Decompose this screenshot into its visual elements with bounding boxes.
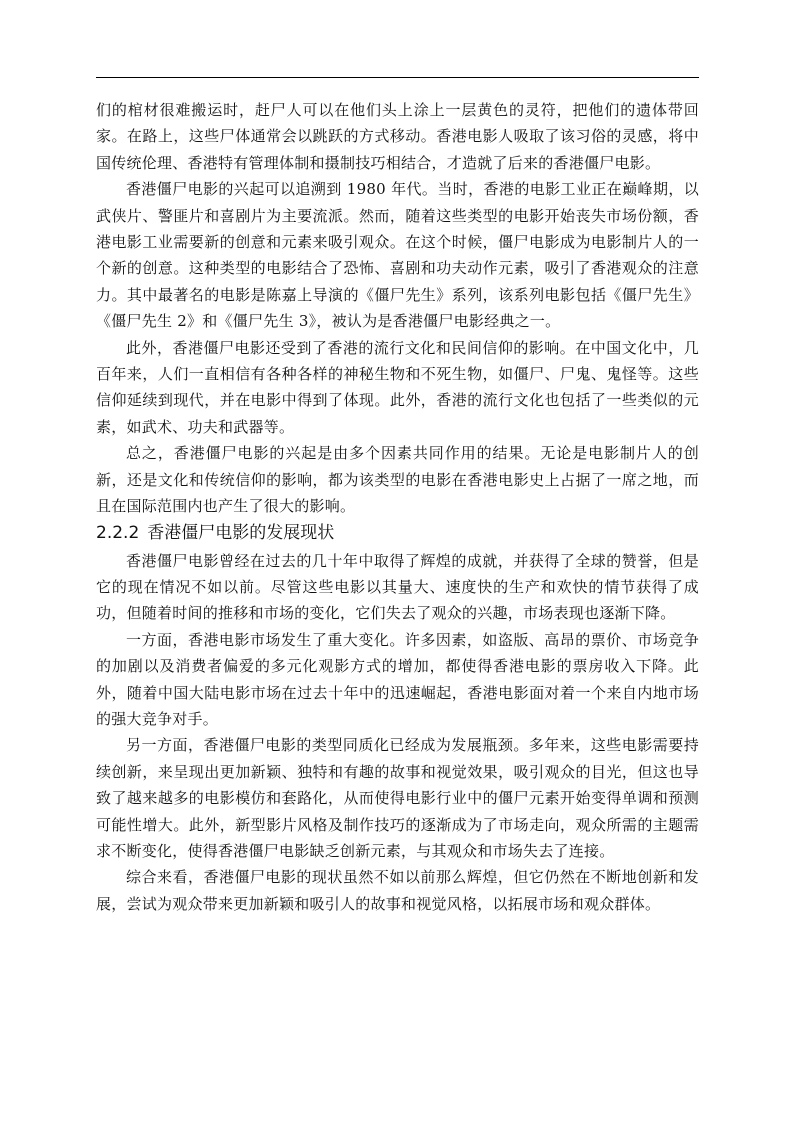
paragraph-conclusion: 综合来看，香港僵尸电影的现状虽然不如以前那么辉煌，但它仍然在不断地创新和发展，尝试为观众带来更加新颖和吸引人的故事和视觉风格，以拓展市场和观众群体。 <box>96 868 699 913</box>
paragraph-culture-influence: 此外，香港僵尸电影还受到了香港的流行文化和民间信仰的影响。在中国文化中，几百年来，人们一直相信有各种各样的神秘生物和不死生物，如僵尸、尸鬼、鬼怪等。这些信仰延续到现代，并在电影中得到了体现。此外，香港的流行文化也包括了一些类似的元素，如武术、功夫和武器等。 <box>96 338 699 436</box>
paragraph-rise-origin: 香港僵尸电影的兴起可以追溯到 1980 年代。当时，香港的电影工业正在巅峰期，以武侠片、警匪片和喜剧片为主要流派。然而，随着这些类型的电影开始丧失市场份额，香港电影工业需要新的创意和元素来吸引观众。在这个时候，僵尸电影成为电影制片人的一个新的创意。这种类型的电影结合了恐怖、喜剧和功夫动作元素，吸引了香港观众的注意力。其中最著名的电影是陈嘉上导演的《僵尸先生》系列，该系列电影包括《僵尸先生》《僵尸先生 2》和《僵尸先生 3》，被认为是香港僵尸电影经典之一。 <box>96 180 699 331</box>
section-number: 2.2.2 <box>96 522 140 543</box>
paragraph-rise-summary: 总之，香港僵尸电影的兴起是由多个因素共同作用的结果。无论是电影制片人的创新，还是文化和传统信仰的影响，都为该类型的电影在香港电影史上占据了一席之地，而且在国际范围内也产生了很大的影响。 <box>96 444 699 516</box>
paragraph-continued: 们的棺材很难搬运时，赶尸人可以在他们头上涂上一层黄色的灵符，把他们的遗体带回家。在路上，这些尸体通常会以跳跃的方式移动。香港电影人吸取了该习俗的灵感，将中国传统伦理、香港特有管理体制和摄制技巧相结合，才造就了后来的香港僵尸电影。 <box>96 101 699 172</box>
paragraph-market-change: 一方面，香港电影市场发生了重大变化。许多因素，如盗版、高昂的票价、市场竞争的加剧以及消费者偏爱的多元化观影方式的增加，都使得香港电影的票房收入下降。此外，随着中国大陆电影市场在过去十年中的迅速崛起，香港电影面对着一个来自内地市场的强大竞争对手。 <box>96 630 699 728</box>
paragraph-homogenization: 另一方面，香港僵尸电影的类型同质化已经成为发展瓶颈。多年来，这些电影需要持续创新，来呈现出更加新颖、独特和有趣的故事和视觉效果，吸引观众的目光，但这也导致了越来越多的电影模仿和套路化，从而使得电影行业中的僵尸元素开始变得单调和预测可能性增大。此外，新型影片风格及制作技巧的逐渐成为了市场走向，观众所需的主题需求不断变化，使得香港僵尸电影缺乏创新元素，与其观众和市场失去了连接。 <box>96 736 699 860</box>
header-rule <box>96 77 699 78</box>
paragraph-current-status: 香港僵尸电影曾经在过去的几十年中取得了辉煌的成就，并获得了全球的赞誉，但是它的现在情况不如以前。尽管这些电影以其量大、速度快的生产和欢快的情节获得了成功，但随着时间的推移和市场的变化，它们失去了观众的兴趣，市场表现也逐渐下降。 <box>96 551 699 623</box>
section-title: 香港僵尸电影的发展现状 <box>147 522 335 543</box>
section-heading <box>96 522 699 544</box>
page-body <box>96 97 699 917</box>
